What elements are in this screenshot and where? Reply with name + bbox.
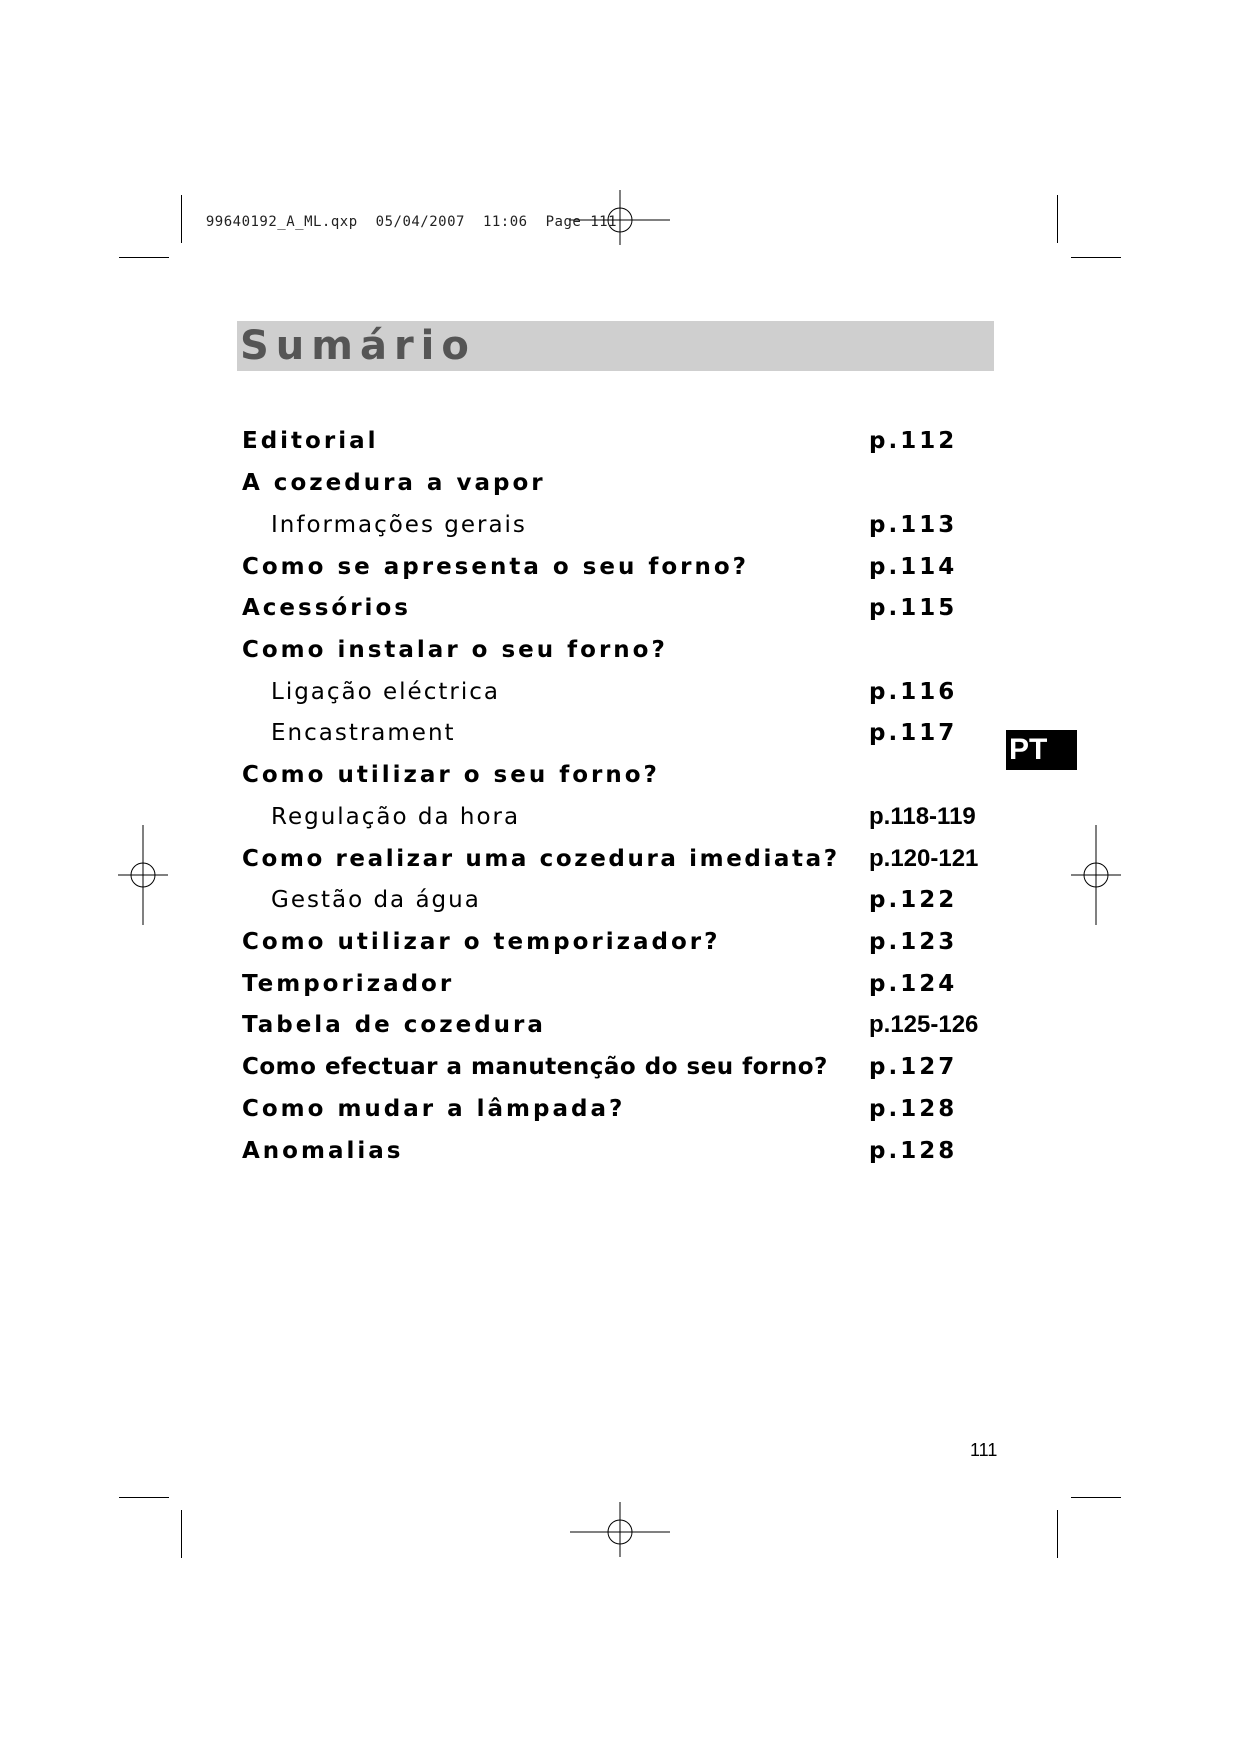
slug-time: 11:06 [482,214,528,230]
toc-page: p.120-121 [869,845,979,872]
toc-label: Anomalias [242,1138,404,1164]
toc-label: Como utilizar o temporizador? [242,929,721,955]
toc-row [0,546,1241,588]
crop-mark-top-right-v [1057,195,1058,243]
toc-page: p.114 [869,554,958,580]
toc-page: p.113 [869,512,958,538]
toc-label: Regulação da hora [271,804,521,830]
crop-mark-bottom-right-v [1057,1510,1058,1558]
registration-mark-top-icon [570,170,670,270]
toc-label: A cozedura a vapor [242,470,546,496]
toc-row [0,420,1241,462]
registration-mark-bottom-icon [570,1482,670,1582]
toc-label: Acessórios [242,595,411,621]
toc-row [0,1088,1241,1130]
toc-page: p.128 [869,1138,958,1164]
toc-page: p.124 [869,971,958,997]
toc-row [0,462,1241,504]
toc-page: p.128 [869,1096,958,1122]
toc-row [0,504,1241,546]
toc-row [0,796,1241,838]
crop-mark-top-left-v [181,195,182,243]
toc-page: p.127 [869,1054,958,1080]
toc-row [0,963,1241,1005]
toc-page: p.116 [869,679,958,705]
toc-label: Tabela de cozedura [242,1012,546,1038]
toc-page: p.123 [869,929,958,955]
toc-row [0,1004,1241,1046]
toc-label: Como utilizar o seu forno? [242,762,660,788]
toc-row [0,587,1241,629]
crop-mark-bottom-left-h [119,1497,169,1498]
toc-page: p.115 [869,595,958,621]
toc-row [0,838,1241,880]
slug-date: 05/04/2007 [375,214,465,230]
slug-filename: 99640192_A_ML.qxp [205,214,358,230]
toc-label: Ligação eléctrica [271,679,500,705]
toc-label: Temporizador [242,971,455,997]
toc-page: p.117 [869,720,958,746]
toc-label: Informações gerais [271,512,527,538]
toc-label: Gestão da água [271,887,481,913]
slug-page: Page 111 [545,214,618,230]
toc-label: Como se apresenta o seu forno? [242,554,750,580]
toc-page: p.112 [869,428,958,454]
toc-row [0,1130,1241,1172]
toc-label: Como mudar a lâmpada? [242,1096,626,1122]
toc-page: p.118-119 [869,803,976,830]
page-title: Sumário [240,323,476,369]
toc-row [0,921,1241,963]
toc-row [0,629,1241,671]
toc-label: Encastrament [271,720,456,746]
toc-label: Como realizar uma cozedura imediata? [242,846,840,872]
crop-mark-bottom-right-h [1071,1497,1121,1498]
toc-row [0,1046,1241,1088]
crop-mark-top-left-h [119,257,169,258]
language-tab: PT [1006,730,1077,770]
toc-row [0,671,1241,713]
title-band [237,321,994,371]
toc-label: Como efectuar a manutenção do seu forno? [242,1054,828,1080]
toc-label: Como instalar o seu forno? [242,637,668,663]
toc-label: Editorial [242,428,379,454]
page-number: 111 [970,1440,998,1460]
print-slug [188,198,635,230]
crop-mark-top-right-h [1071,257,1121,258]
toc-page: p.122 [869,887,958,913]
crop-mark-bottom-left-v [181,1510,182,1558]
toc-page: p.125-126 [869,1011,979,1038]
toc-row [0,879,1241,921]
